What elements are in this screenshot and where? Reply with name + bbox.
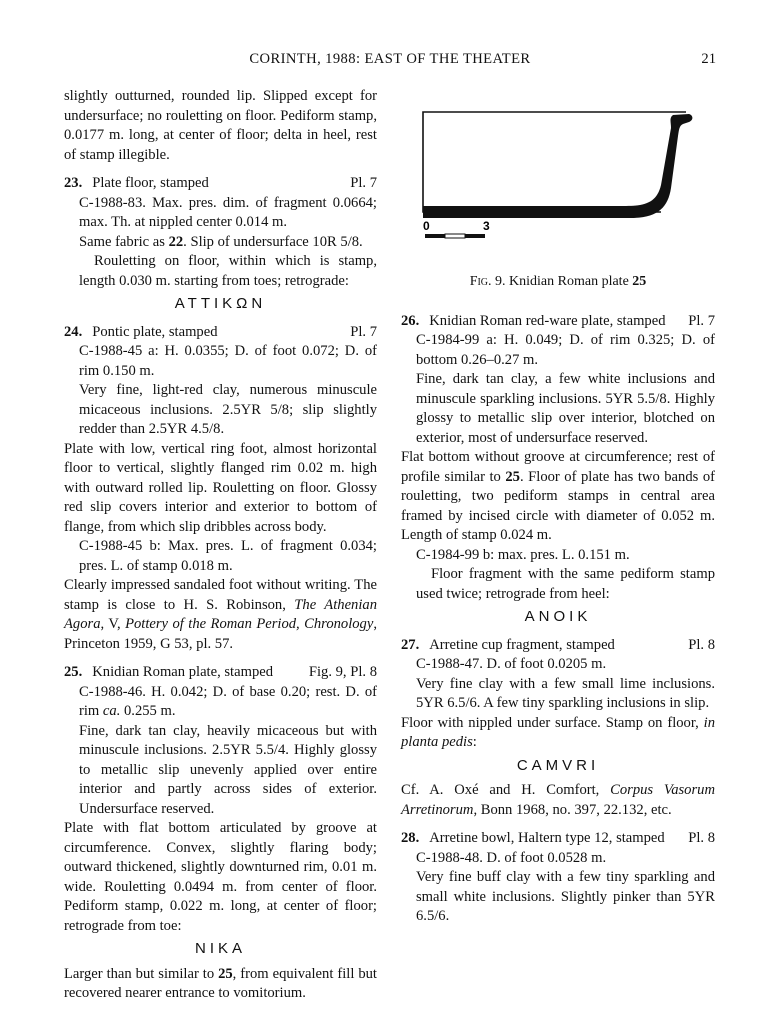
- stamp-inscription: ANOIK: [524, 608, 592, 625]
- description-line: Rouletting on floor, within which is stamp, length 0.030 m. starting from toes; retrograde:: [79, 253, 377, 289]
- catalog-line: C-1984-99 a: H. 0.049; D. of rim 0.325; D. of bottom 0.26–0.27 m.: [416, 332, 715, 368]
- fabric-line: Fine, dark tan clay, a few white inclusions and minuscule sparkling inclusions. 5YR 5.5/8. Highly glossy to metallic slip over interior, blotched on exterior, most of undersurface reserved.: [416, 371, 715, 446]
- catalog-line: C-1988-45 a: H. 0.0355; D. of foot 0.072; D. of rim 0.150 m.: [79, 343, 377, 379]
- entry-number: 23.: [64, 175, 83, 191]
- plate-profile-drawing: [421, 110, 701, 250]
- entry-number: 24.: [64, 323, 83, 340]
- fabric-line: Very fine clay with a few small lime inclusions. 5YR 6.5/6. A few tiny sparkling inclusions in slip.: [416, 675, 715, 711]
- profile-section: [423, 114, 692, 218]
- plate-ref: Pl. 8: [688, 830, 715, 846]
- scale-bar-light: [445, 234, 465, 238]
- fabric-line: Very fine buff clay with a few tiny sparkling and small white inclusions. Slightly pinker than 5YR 6.5/6.: [416, 869, 715, 924]
- entry-number: 26.: [401, 312, 420, 329]
- intro-paragraph: slightly outturned, rounded lip. Slipped except for undersurface; no rouletting on floor. Pediform stamp, 0.0177 m. long, at center of floor; delta in heel, rest of stamp illegible.: [64, 88, 377, 163]
- entry-23-heading: [64, 174, 377, 194]
- catalog-line: C-1988-48. D. of foot 0.0528 m.: [416, 849, 607, 866]
- right-column: [401, 110, 715, 927]
- plate-ref: Fig. 9, Pl. 8: [308, 664, 377, 680]
- running-header: [64, 50, 716, 70]
- comparison-paragraph: Clearly impressed sandaled foot without writing. The stamp is close to H. S. Robinson, The Athenian Agora, V, Pottery of the Roman Period, Chronology, Princeton 1959, G 53, pl. 57.: [64, 577, 377, 652]
- fabric-line: Very fine, light-red clay, numerous minuscule micaceous inclusions. 2.5YR 5/8; slip slightly redder than 2.5YR 4.5/8.: [79, 382, 377, 437]
- stamp-inscription: CAMVRI: [516, 756, 600, 774]
- description-paragraph: Flat bottom without groove at circumference; rest of profile similar to 25. Floor of plate has two bands of rouletting, two pediform stamps in central area framed by incised circle with diameter of 0.052 m. Length of stamp 0.024 m.: [401, 449, 715, 543]
- catalog-line: C-1988-46. H. 0.042; D. of base 0.20; rest. D. of rim ca. 0.255 m.: [79, 683, 377, 719]
- stamp-inscription: ATTIKΩN: [174, 295, 267, 312]
- left-column: [64, 87, 377, 1004]
- scale-label-3: 3: [483, 219, 490, 233]
- entry-27-heading: [401, 636, 715, 656]
- entry-title: Plate floor, stamped: [92, 175, 209, 191]
- scale-bar-dark: [465, 234, 485, 238]
- description-line: Floor fragment with the same pediform stamp used twice; retrograde from heel:: [416, 566, 715, 602]
- entry-24-heading: [64, 323, 377, 343]
- entry-28-heading: [401, 829, 715, 849]
- entry-title: Arretine cup fragment, stamped: [429, 636, 615, 653]
- entry-25-heading: [64, 663, 377, 683]
- entry-title: Pontic plate, stamped: [92, 323, 218, 340]
- plate-ref: Pl. 7: [688, 312, 715, 329]
- entry-title: Arretine bowl, Haltern type 12, stamped: [429, 830, 665, 846]
- entry-number: 27.: [401, 636, 420, 653]
- entry-26-heading: [401, 312, 715, 332]
- catalog-line: C-1984-99 b: max. pres. L. 0.151 m.: [416, 546, 630, 563]
- plate-ref: Pl. 7: [350, 323, 377, 340]
- figure-9: [401, 110, 715, 260]
- entry-number: 25.: [64, 664, 83, 680]
- scale-bar-dark: [425, 234, 445, 238]
- entry-title: Knidian Roman red-ware plate, stamped: [429, 312, 666, 329]
- description-paragraph: Plate with low, vertical ring foot, almost horizontal floor to vertical, slightly flanged rim 0.02 m. high with outward rolled lip. Rouletting on floor. Glossy red slip covers interior and exterior to bottom of flange, from which slip dribbles across body.: [64, 440, 377, 535]
- plate-ref: Pl. 8: [688, 636, 715, 653]
- comparison-paragraph: Cf. A. Oxé and H. Comfort, Corpus Vasorum Arretinorum, Bonn 1968, no. 397, 22.132, etc.: [401, 782, 715, 818]
- fabric-line: Fine, dark tan clay, heavily micaceous but with minuscule inclusions. 2.5YR 5.5/4. Highly glossy to metallic slip unevenly applied over entire interior and partly across sides of exterior. Undersurface reserved.: [79, 722, 377, 817]
- description-paragraph: Plate with flat bottom articulated by groove at circumference. Convex, slightly flaring body; outward thickened, slightly downturned rim, 0.01 m. wide. Rouletting 0.0494 m. from center of floor. Pediform stamp, 0.022 m. long, at center of floor; retrograde from toe:: [64, 820, 377, 934]
- comparison-paragraph: Larger than but similar to 25, from equivalent fill but recovered nearer entrance to vomitorium.: [64, 965, 377, 1001]
- running-title: CORINTH, 1988: EAST OF THE THEATER: [249, 51, 531, 67]
- profile-outline: [423, 112, 686, 212]
- scale-label-0: 0: [423, 219, 430, 233]
- catalog-line: C-1988-47. D. of foot 0.0205 m.: [416, 656, 607, 672]
- stamp-inscription: NIKA: [194, 940, 246, 957]
- plate-ref: Pl. 7: [350, 175, 377, 191]
- fabric-line: Same fabric as 22. Slip of undersurface 10R 5/8.: [79, 233, 363, 250]
- page-number: 21: [701, 51, 716, 67]
- figure-caption: Fig. 9. Knidian Roman plate 25: [469, 274, 647, 289]
- description-paragraph: Floor with nippled under surface. Stamp on floor, in planta pedis:: [401, 714, 715, 750]
- entry-title: Knidian Roman plate, stamped: [92, 664, 274, 680]
- catalog-line: C-1988-83. Max. pres. dim. of fragment 0.0664; max. Th. at nippled center 0.014 m.: [79, 194, 377, 230]
- entry-number: 28.: [401, 830, 420, 846]
- catalog-line: C-1988-45 b: Max. pres. L. of fragment 0.034; pres. L. of stamp 0.018 m.: [79, 538, 377, 574]
